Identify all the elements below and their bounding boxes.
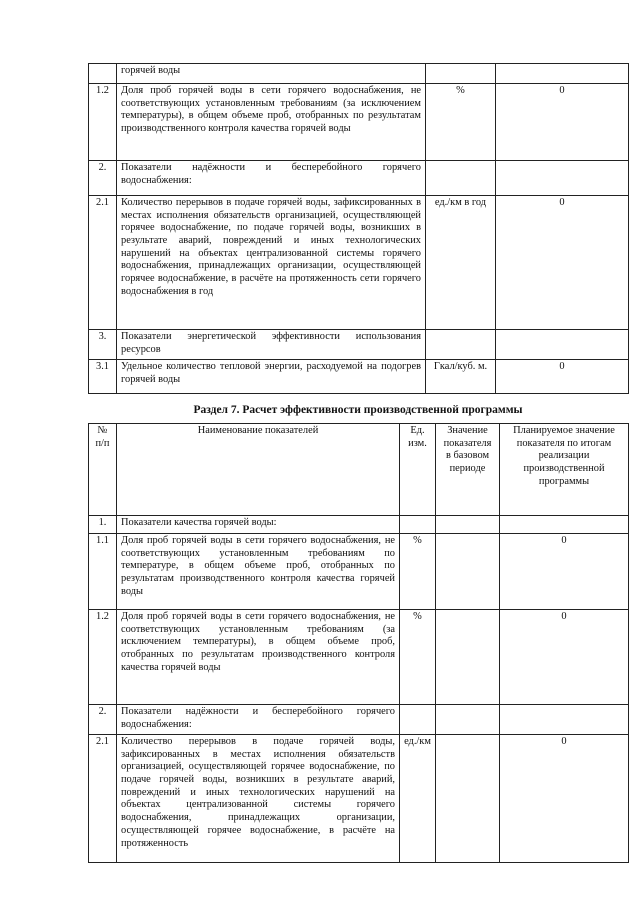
header-planned-value: Планируемое значение показателя по итогам реализации производственной программы (500, 424, 629, 516)
header-unit: Ед. изм. (400, 424, 436, 516)
row-base-value (436, 534, 500, 610)
row-number: 3.1 (89, 360, 117, 394)
table-row (89, 64, 629, 84)
row-base-value (436, 516, 500, 534)
row-value (496, 161, 629, 196)
row-unit: ед./км в год (426, 196, 496, 330)
row-number: 1.2 (89, 610, 117, 705)
row-number: 1. (89, 516, 117, 534)
row-base-value (436, 705, 500, 735)
row-value: 0 (496, 196, 629, 330)
row-value: 0 (496, 84, 629, 161)
row-unit (400, 516, 436, 534)
row-description: Показатели надёжности и бесперебойного горячего водоснабжения: (117, 161, 426, 196)
header-number: № п/п (89, 424, 117, 516)
table-row (89, 705, 629, 735)
row-unit: % (400, 534, 436, 610)
row-planned-value: 0 (500, 534, 629, 610)
header-base-value: Значение показателя в базовом периоде (436, 424, 500, 516)
section-title: Раздел 7. Расчет эффективности производственной программы (193, 404, 523, 416)
table-row (89, 330, 629, 360)
row-number (89, 64, 117, 84)
row-number: 3. (89, 330, 117, 360)
row-unit (400, 705, 436, 735)
row-unit: % (426, 84, 496, 161)
row-description: Удельное количество тепловой энергии, расходуемой на подогрев горячей воды (117, 360, 426, 394)
table-header-row (89, 424, 629, 516)
indicators-table-continued (88, 63, 629, 394)
row-unit (426, 330, 496, 360)
row-description: Количество перерывов в подаче горячей воды, зафиксированных в местах исполнения обязательств организацией, осуществляющей горячее водоснабжение, по подаче горячей воды, возникших в результате аварий, повреждений и иных технологических нарушений на объектах централизованной системы горячего водоснабжения, принадлежащих организации, осуществляющей горячее водоснабжение, в расчёте на протяженность сети горячего водоснабжения в год (117, 196, 426, 330)
row-value (496, 64, 629, 84)
row-value (496, 330, 629, 360)
row-description: Показатели энергетической эффективности использования ресурсов (117, 330, 426, 360)
table-row (89, 735, 629, 863)
row-unit (426, 64, 496, 84)
row-planned-value (500, 516, 629, 534)
row-description: Показатели надёжности и бесперебойного горячего водоснабжения: (117, 705, 400, 735)
efficiency-table (88, 423, 629, 863)
row-description: Показатели качества горячей воды: (117, 516, 400, 534)
row-base-value (436, 610, 500, 705)
row-number: 1.1 (89, 534, 117, 610)
table-row (89, 161, 629, 196)
header-name: Наименование показателей (117, 424, 400, 516)
row-description: Доля проб горячей воды в сети горячего водоснабжения, не соответствующих установленным требованиям (за исключением температуры), в общем объеме проб, отобранных по результатам производственного контроля качества горячей воды (117, 610, 400, 705)
table-row (89, 196, 629, 330)
row-description: Доля проб горячей воды в сети горячего водоснабжения, не соответствующих установленным требованиям (за исключением температуры), в общем объеме проб, отобранных по результатам производственного контроля качества горячей воды (117, 84, 426, 161)
row-description: Доля проб горячей воды в сети горячего водоснабжения, не соответствующих установленным требованиям по температуре, в общем объеме проб, отобранных по результатам производственного контроля качества горячей воды (117, 534, 400, 610)
row-unit: ед./км (400, 735, 436, 863)
row-unit (426, 161, 496, 196)
row-unit: Гкал/куб. м. (426, 360, 496, 394)
row-planned-value: 0 (500, 610, 629, 705)
row-number: 1.2 (89, 84, 117, 161)
row-number: 2. (89, 161, 117, 196)
row-base-value (436, 735, 500, 863)
row-number: 2.1 (89, 196, 117, 330)
table-row (89, 516, 629, 534)
table-row (89, 84, 629, 161)
row-description: Количество перерывов в подаче горячей воды, зафиксированных в местах исполнения обязательств организацией, осуществляющей горячее водоснабжение, по подаче горячей воды, возникших в результате аварий, повреждений и иных технологических нарушений на объектах централизованной системы горячего водоснабжения, принадлежащих организации, осуществляющей горячее водоснабжение, в расчёте на протяженность (117, 735, 400, 863)
table-row (89, 610, 629, 705)
table-row (89, 360, 629, 394)
row-unit: % (400, 610, 436, 705)
row-number: 2. (89, 705, 117, 735)
row-planned-value (500, 705, 629, 735)
row-value: 0 (496, 360, 629, 394)
row-planned-value: 0 (500, 735, 629, 863)
table-row (89, 534, 629, 610)
row-description: горячей воды (117, 64, 426, 84)
row-number: 2.1 (89, 735, 117, 863)
